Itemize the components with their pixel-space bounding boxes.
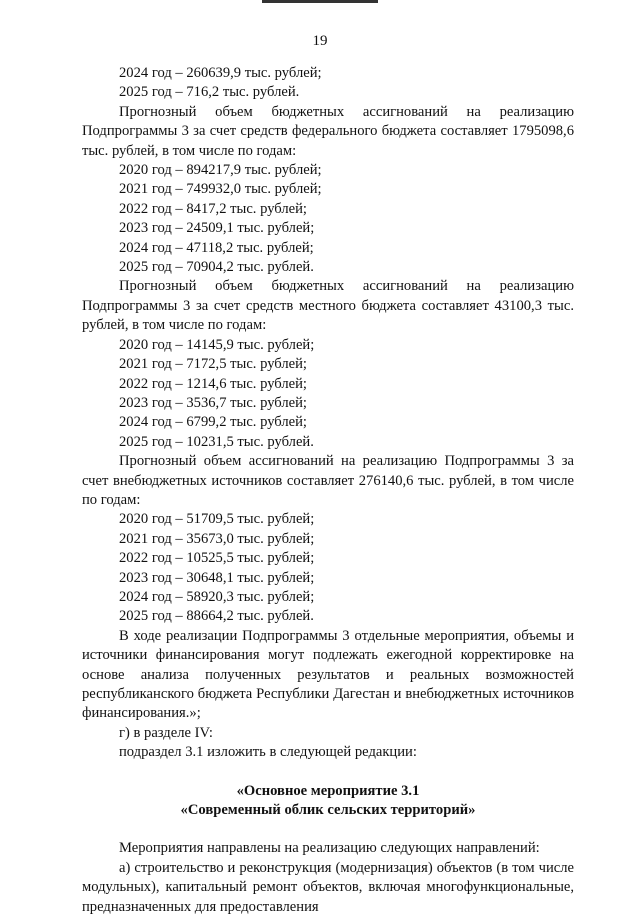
section-heading — [82, 782, 574, 821]
year-line: 2025 год – 88664,2 тыс. рублей. — [119, 608, 314, 625]
heading-line-1: «Основное мероприятие 3.1 — [236, 782, 420, 799]
paragraph-item-a: а) строительство и реконструкция (модернизация) объектов (в том числе модульных), капитальный ремонт объектов, включая многофункциональные, предназначенных для предоставления — [82, 859, 574, 915]
year-line: 2020 год – 51709,5 тыс. рублей; — [119, 511, 315, 528]
paragraph-extrabudgetary: Прогнозный объем ассигнований на реализацию Подпрограммы 3 за счет внебюджетных источников составляет 276140,6 тыс. рублей, в том числе по годам: — [82, 453, 574, 508]
document-body — [82, 64, 574, 917]
heading-line-2: «Современный облик сельских территорий» — [180, 802, 476, 819]
year-line: 2024 год – 6799,2 тыс. рублей; — [119, 414, 307, 431]
year-line: 2024 год – 58920,3 тыс. рублей; — [119, 588, 315, 605]
year-line: 2022 год – 10525,5 тыс. рублей; — [119, 550, 315, 567]
year-line: 2020 год – 14145,9 тыс. рублей; — [119, 336, 315, 353]
year-line: 2025 год – 10231,5 тыс. рублей. — [119, 433, 314, 450]
section-line: г) в разделе IV: — [119, 724, 213, 741]
paragraph-federal-budget: Прогнозный объем бюджетных ассигнований на реализацию Подпрограммы 3 за счет средств федерального бюджета составляет 1795098,6 тыс. рублей, в том числе по годам: — [82, 103, 574, 159]
year-line: 2023 год – 30648,1 тыс. рублей; — [119, 569, 315, 586]
year-line: 2020 год – 894217,9 тыс. рублей; — [119, 162, 322, 179]
subsection-line: подраздел 3.1 изложить в следующей редакции: — [119, 744, 417, 761]
paragraph-local-budget: Прогнозный объем бюджетных ассигнований на реализацию Подпрограммы 3 за счет средств местного бюджета составляет 43100,3 тыс. рублей, в том числе по годам: — [82, 278, 574, 334]
year-line: 2021 год – 7172,5 тыс. рублей; — [119, 356, 307, 373]
year-line: 2024 год – 47118,2 тыс. рублей; — [119, 239, 314, 256]
paragraph-correction: В ходе реализации Подпрограммы 3 отдельные мероприятия, объемы и источники финансирования могут подлежать ежегодной корректировке на основе анализа полученных результатов и реальных возможностей республиканского бюджета Республики Дагестан и внебюджетных источников финансирования.»; — [82, 627, 574, 722]
year-line: 2021 год – 749932,0 тыс. рублей; — [119, 181, 322, 198]
year-line: 2023 год – 3536,7 тыс. рублей; — [119, 394, 307, 411]
page-number: 19 — [312, 33, 328, 49]
year-line: 2022 год – 1214,6 тыс. рублей; — [119, 375, 307, 392]
year-line: 2021 год – 35673,0 тыс. рублей; — [119, 530, 315, 547]
year-line: 2024 год – 260639,9 тыс. рублей; — [119, 65, 322, 81]
year-line: 2025 год – 716,2 тыс. рублей. — [119, 84, 300, 101]
year-line: 2025 год – 70904,2 тыс. рублей. — [119, 259, 314, 276]
paragraph-directions: Мероприятия направлены на реализацию следующих направлений: — [119, 840, 540, 857]
year-line: 2022 год – 8417,2 тыс. рублей; — [119, 200, 307, 217]
year-line: 2023 год – 24509,1 тыс. рублей; — [119, 220, 315, 237]
top-edge-mark — [262, 0, 378, 3]
